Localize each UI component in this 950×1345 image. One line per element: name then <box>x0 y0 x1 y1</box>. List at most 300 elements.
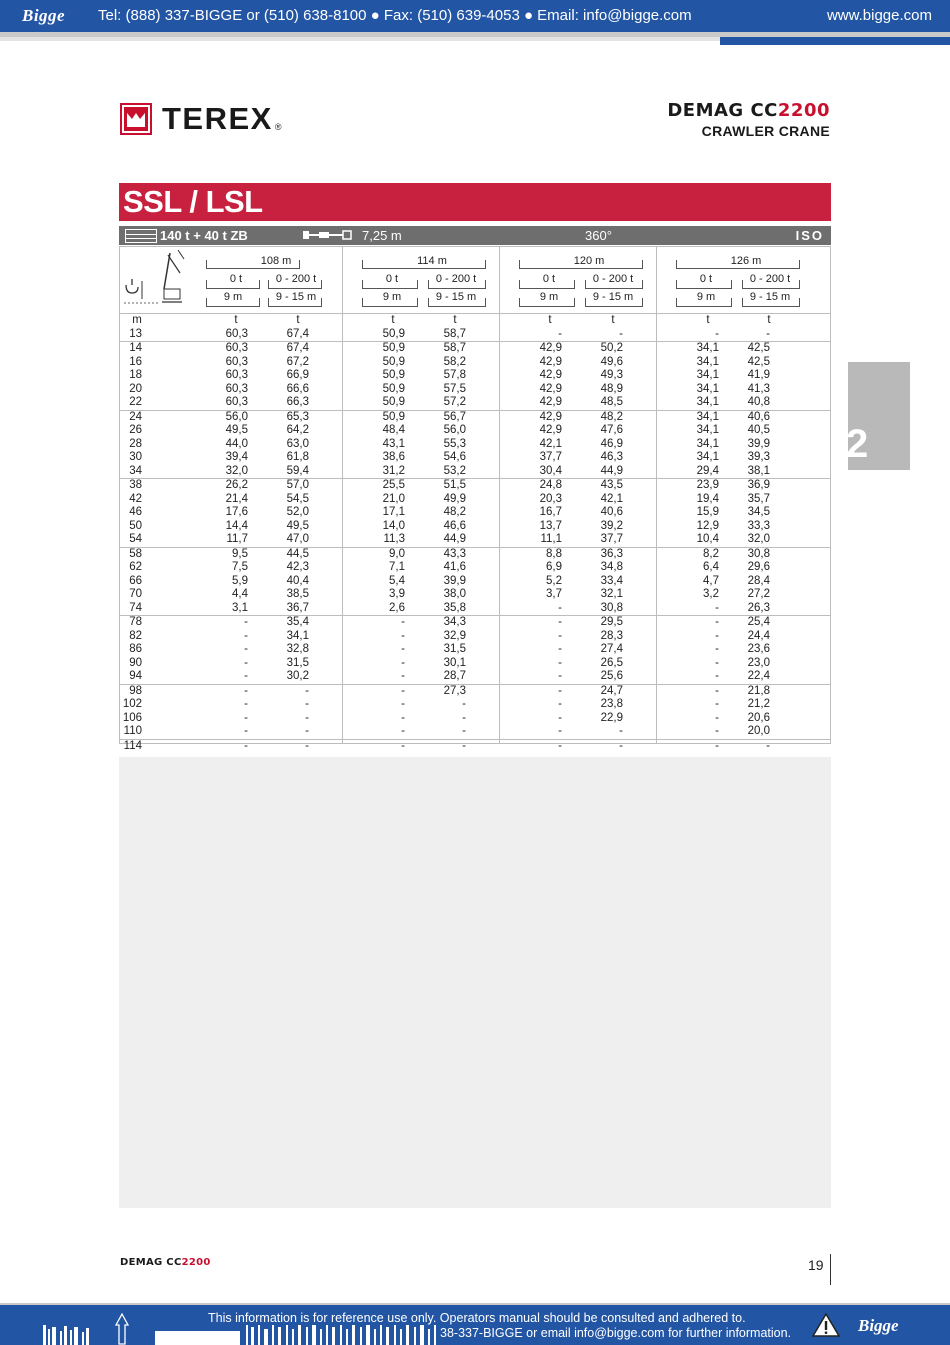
jib-length-label: 9 m <box>382 291 402 303</box>
top-stripe-blue <box>720 37 950 45</box>
load-cell: 49,3 <box>600 369 623 381</box>
load-cell: 38,6 <box>382 451 405 463</box>
table-row <box>120 698 830 712</box>
load-cell: 42,9 <box>539 410 562 423</box>
jib-bracket <box>268 298 322 307</box>
load-cell: 42,5 <box>747 342 770 354</box>
load-cell: 28,7 <box>443 670 466 682</box>
load-cell: 32,8 <box>286 643 309 655</box>
load-cell: - <box>401 656 405 669</box>
load-cell: 67,2 <box>286 355 309 368</box>
load-cell: 56,7 <box>443 410 466 423</box>
contact-info: Tel: (888) 337-BIGGE or (510) 638-8100 ● Fax: (510) 639-4053 ● Email: info@bigge.com <box>98 7 692 24</box>
load-cell: - <box>619 327 623 340</box>
section-title: SSL / LSL <box>123 184 263 219</box>
standard-label: ISO <box>795 228 824 243</box>
table-row <box>120 575 830 589</box>
load-cell: 6,4 <box>703 561 719 573</box>
radius-cell: 24 <box>129 410 142 423</box>
table-row <box>120 685 830 699</box>
load-cell: 39,3 <box>747 451 770 463</box>
bottom-stripe <box>0 1303 950 1305</box>
warning-icon <box>812 1313 840 1337</box>
load-cell: - <box>715 725 719 737</box>
boom-group-2 <box>362 255 502 315</box>
load-cell: 34,8 <box>600 561 623 573</box>
load-cell: 30,8 <box>600 601 623 614</box>
table-row <box>120 493 830 507</box>
arrow-up-icon <box>115 1313 129 1345</box>
load-cell: 65,3 <box>286 410 309 423</box>
load-cell: 55,3 <box>443 437 466 450</box>
unit-load: t <box>611 314 615 326</box>
load-cell: - <box>462 698 466 710</box>
load-cell: 31,5 <box>443 643 466 655</box>
load-cell: 23,0 <box>747 656 770 669</box>
load-cell: - <box>462 739 466 752</box>
radius-cell: 66 <box>129 574 142 587</box>
load-cell: 20,0 <box>747 725 770 737</box>
load-cell: 8,8 <box>546 547 562 560</box>
load-cell: 50,9 <box>382 327 405 340</box>
boom-bracket <box>676 260 800 269</box>
load-cell: 49,5 <box>286 519 309 532</box>
radius-cell: 62 <box>129 561 142 573</box>
load-cell: 40,8 <box>747 396 770 408</box>
load-cell: 9,0 <box>389 547 405 560</box>
table-row <box>120 548 830 562</box>
load-cell: 28,4 <box>747 574 770 587</box>
table-body <box>120 314 830 753</box>
unit-load: t <box>391 314 395 326</box>
load-cell: 32,0 <box>225 464 248 477</box>
radius-cell: 28 <box>129 437 142 450</box>
load-cell: 24,4 <box>747 629 770 642</box>
counterweight-value: 140 t + 40 t ZB <box>160 228 248 243</box>
boom-jib-diagram-icon <box>120 247 188 313</box>
terex-logo <box>120 103 282 135</box>
jib-length-label: 9 m <box>539 291 559 303</box>
radius-cell: 98 <box>129 684 142 697</box>
load-cell: - <box>558 327 562 340</box>
load-cell: 31,2 <box>382 464 405 477</box>
radius-cell: 114 <box>123 739 142 752</box>
load-cell: 24,7 <box>600 684 623 697</box>
top-contact-bar <box>0 0 950 32</box>
load-cell: 14,4 <box>225 519 248 532</box>
table-row <box>120 396 830 411</box>
load-cell: - <box>305 711 309 724</box>
load-cell: 21,4 <box>225 492 248 505</box>
demag-model-title <box>667 100 830 121</box>
load-cell: 34,5 <box>747 506 770 518</box>
jib-bracket <box>428 298 486 307</box>
terex-crown-icon <box>120 103 152 135</box>
load-cell: - <box>244 616 248 628</box>
load-cell: 24,8 <box>539 479 562 491</box>
load-cell: 44,5 <box>286 547 309 560</box>
load-cell: 5,9 <box>232 574 248 587</box>
load-cell: 34,3 <box>443 616 466 628</box>
radius-cell: 74 <box>129 601 142 614</box>
load-cell: - <box>244 684 248 697</box>
radius-cell: 86 <box>129 643 142 655</box>
load-cell: 42,9 <box>539 369 562 381</box>
load-cell: 34,1 <box>696 355 719 368</box>
load-cell: 42,5 <box>747 355 770 368</box>
jib-load-label: 0 t <box>542 273 556 285</box>
load-cell: 50,9 <box>382 382 405 395</box>
terex-wordmark: TEREX <box>162 101 273 136</box>
load-cell: 27,4 <box>600 643 623 655</box>
load-cell: 28,3 <box>600 629 623 642</box>
barcode-graphic <box>40 1323 440 1345</box>
configuration-bar <box>119 226 831 245</box>
load-cell: 57,2 <box>443 396 466 408</box>
table-row <box>120 602 830 617</box>
load-cell: 16,7 <box>539 506 562 518</box>
load-cell: - <box>305 684 309 697</box>
load-cell: 42,9 <box>539 342 562 354</box>
load-cell: - <box>558 616 562 628</box>
load-cell: 11,3 <box>383 533 405 545</box>
jib-load-label: 0 t <box>699 273 713 285</box>
load-cell: 54,5 <box>286 492 309 505</box>
website-link[interactable]: www.bigge.com <box>826 7 932 24</box>
table-row <box>120 506 830 520</box>
load-cell: 57,0 <box>286 479 309 491</box>
load-cell: - <box>305 698 309 710</box>
table-row <box>120 383 830 397</box>
load-cell: 36,7 <box>286 601 309 614</box>
load-cell: 17,6 <box>225 506 248 518</box>
radius-cell: 14 <box>129 342 142 354</box>
load-cell: 25,5 <box>382 479 405 491</box>
footer-demag-logo <box>120 1257 211 1268</box>
load-cell: 42,3 <box>286 561 309 573</box>
load-cell: 52,0 <box>286 506 309 518</box>
top-stripe-light <box>0 37 720 41</box>
load-cell: 2,6 <box>389 601 405 614</box>
demag-logo <box>667 100 830 139</box>
load-cell: 34,1 <box>696 382 719 395</box>
load-cell: 5,4 <box>389 574 405 587</box>
boom-group-4 <box>676 255 816 315</box>
load-cell: 40,4 <box>286 574 309 587</box>
load-cell: 63,0 <box>286 437 309 450</box>
load-bracket <box>676 280 732 289</box>
load-cell: 32,0 <box>747 533 770 545</box>
load-cell: - <box>401 616 405 628</box>
load-cell: 46,9 <box>600 437 623 450</box>
load-cell: 30,8 <box>747 547 770 560</box>
load-cell: - <box>715 698 719 710</box>
load-cell: 49,6 <box>600 355 623 368</box>
radius-cell: 30 <box>129 451 142 463</box>
load-cell: - <box>558 629 562 642</box>
load-cell: 61,8 <box>286 451 309 463</box>
load-cell: - <box>462 725 466 737</box>
load-cell: 37,7 <box>600 533 623 545</box>
jib-bracket <box>676 298 732 307</box>
load-cell: - <box>401 698 405 710</box>
load-cell: - <box>715 711 719 724</box>
boom-length: 108 m <box>260 255 292 267</box>
table-row <box>120 740 830 754</box>
jib-load-label: 0 - 200 t <box>275 273 317 285</box>
load-cell: 22,9 <box>600 711 623 724</box>
load-cell: 64,2 <box>286 424 309 436</box>
load-cell: 36,3 <box>600 547 623 560</box>
load-cell: 23,8 <box>600 698 623 710</box>
load-cell: 3,1 <box>232 601 248 614</box>
table-row <box>120 520 830 534</box>
load-cell: 48,4 <box>382 424 405 436</box>
load-cell: 42,9 <box>539 424 562 436</box>
load-cell: - <box>715 670 719 682</box>
table-row <box>120 438 830 452</box>
load-cell: - <box>401 629 405 642</box>
load-cell: 37,7 <box>539 451 562 463</box>
bigge-logo: Bigge <box>22 6 66 25</box>
page-number: 19 <box>808 1257 824 1273</box>
page-number-rule <box>830 1254 831 1285</box>
load-cell: 44,9 <box>443 533 466 545</box>
load-cell: - <box>766 739 770 752</box>
jib-length-label: 9 m <box>696 291 716 303</box>
footer-demag-prefix: DEMAG CC <box>120 1257 182 1268</box>
load-cell: - <box>244 643 248 655</box>
load-cell: 42,9 <box>539 396 562 408</box>
counterweight-icon <box>125 229 157 243</box>
radius-cell: 94 <box>129 670 142 682</box>
load-cell: 11,1 <box>540 533 562 545</box>
load-cell: 46,3 <box>600 451 623 463</box>
load-cell: 54,6 <box>443 451 466 463</box>
load-bracket <box>362 280 418 289</box>
load-cell: 34,1 <box>696 342 719 354</box>
table-row <box>120 411 830 425</box>
load-cell: 44,9 <box>600 464 623 477</box>
demag-subtitle: CRAWLER CRANE <box>701 123 830 139</box>
load-bracket <box>519 280 575 289</box>
table-row <box>120 616 830 630</box>
load-cell: 50,9 <box>382 396 405 408</box>
load-cell: 57,5 <box>443 382 466 395</box>
load-cell: - <box>558 711 562 724</box>
jib-length-label: 9 - 15 m <box>592 291 634 303</box>
load-cell: 43,5 <box>600 479 623 491</box>
radius-cell: 110 <box>123 725 142 737</box>
load-cell: 42,9 <box>539 355 562 368</box>
load-cell: 29,4 <box>696 464 719 477</box>
load-cell: - <box>558 670 562 682</box>
load-cell: 50,2 <box>600 342 623 354</box>
load-cell: 13,7 <box>539 519 562 532</box>
load-cell: 58,7 <box>443 342 466 354</box>
load-cell: 67,4 <box>286 342 309 354</box>
table-row <box>120 670 830 685</box>
table-row <box>120 479 830 493</box>
table-row <box>120 630 830 644</box>
load-cell: - <box>715 616 719 628</box>
table-row <box>120 451 830 465</box>
jib-length-label: 9 - 15 m <box>275 291 317 303</box>
load-cell: - <box>558 656 562 669</box>
radius-cell: 54 <box>129 533 142 545</box>
load-cell: 39,4 <box>225 451 248 463</box>
load-cell: 50,9 <box>382 410 405 423</box>
load-cell: 35,4 <box>286 616 309 628</box>
load-cell: 46,6 <box>443 519 466 532</box>
load-cell: - <box>558 601 562 614</box>
load-cell: 39,9 <box>443 574 466 587</box>
jib-bracket <box>585 298 643 307</box>
table-row <box>120 369 830 383</box>
load-cell: 43,1 <box>382 437 405 450</box>
table-row <box>120 657 830 671</box>
disclaimer-line-2: 38-337-BIGGE or email info@bigge.com for further information. <box>440 1326 792 1340</box>
jib-load-label: 0 - 200 t <box>592 273 634 285</box>
load-cell: 33,3 <box>747 519 770 532</box>
load-cell: - <box>715 739 719 752</box>
radius-cell: 38 <box>129 479 142 491</box>
load-cell: 8,2 <box>703 547 719 560</box>
radius-cell: 13 <box>129 327 142 340</box>
radius-cell: 46 <box>129 506 142 518</box>
load-cell: 44,0 <box>225 437 248 450</box>
load-cell: 21,2 <box>747 698 770 710</box>
unit-load: t <box>234 314 238 326</box>
unit-load: t <box>453 314 457 326</box>
load-cell: - <box>715 656 719 669</box>
load-cell: 29,5 <box>600 616 623 628</box>
load-cell: 41,6 <box>443 561 466 573</box>
table-row <box>120 643 830 657</box>
load-cell: 26,2 <box>225 479 248 491</box>
load-cell: 34,1 <box>696 396 719 408</box>
boom-length: 120 m <box>573 255 605 267</box>
load-cell: 40,6 <box>747 410 770 423</box>
radius-cell: 18 <box>129 369 142 381</box>
chapter-number: 2 <box>846 422 869 466</box>
load-cell: 22,4 <box>747 670 770 682</box>
jib-bracket <box>362 298 418 307</box>
section-title-bar <box>119 183 831 221</box>
chapter-tab <box>848 362 910 470</box>
load-cell: 40,6 <box>600 506 623 518</box>
table-row <box>120 561 830 575</box>
radius-cell: 20 <box>129 382 142 395</box>
load-cell: 3,7 <box>546 588 562 600</box>
load-cell: 51,5 <box>443 479 466 491</box>
load-cell: 4,7 <box>703 574 719 587</box>
load-cell: 5,2 <box>546 574 562 587</box>
load-cell: 35,7 <box>747 492 770 505</box>
boom-length: 126 m <box>730 255 762 267</box>
load-cell: 23,9 <box>696 479 719 491</box>
load-cell: 58,7 <box>443 327 466 340</box>
load-cell: - <box>401 670 405 682</box>
boom-length: 114 m <box>417 255 447 267</box>
load-cell: 34,1 <box>696 451 719 463</box>
boom-group-1 <box>206 255 346 315</box>
load-cell: 21,0 <box>382 492 405 505</box>
load-cell: 32,9 <box>443 629 466 642</box>
radius-cell: 70 <box>129 588 142 600</box>
load-cell: 19,4 <box>696 492 719 505</box>
load-cell: - <box>401 711 405 724</box>
table-row <box>120 588 830 602</box>
load-cell: 27,3 <box>443 684 466 697</box>
jib-load-label: 0 - 200 t <box>749 273 791 285</box>
table-row <box>120 725 830 740</box>
radius-cell: 58 <box>129 547 142 560</box>
load-cell: 20,6 <box>747 711 770 724</box>
boom-group-3 <box>519 255 659 315</box>
load-cell: 3,9 <box>389 588 405 600</box>
load-cell: - <box>715 601 719 614</box>
load-cell: 50,9 <box>382 369 405 381</box>
load-cell: 57,8 <box>443 369 466 381</box>
load-cell: 56,0 <box>225 410 248 423</box>
table-row <box>120 424 830 438</box>
load-cell: - <box>244 629 248 642</box>
jib-load-label: 0 - 200 t <box>435 273 477 285</box>
load-cell: - <box>244 670 248 682</box>
load-cell: 42,1 <box>600 492 623 505</box>
radius-cell: 78 <box>129 616 142 628</box>
unit-radius: m <box>132 314 142 326</box>
load-cell: 26,5 <box>600 656 623 669</box>
radius-cell: 106 <box>122 711 142 724</box>
load-cell: - <box>715 327 719 340</box>
load-cell: 66,9 <box>286 369 309 381</box>
load-cell: 34,1 <box>286 629 309 642</box>
load-cell: 30,1 <box>443 656 466 669</box>
load-cell: 60,3 <box>225 327 248 340</box>
load-cell: 34,1 <box>696 424 719 436</box>
demag-model-number: 2200 <box>777 100 830 121</box>
boom-bracket <box>362 260 486 269</box>
load-chart-table <box>119 246 831 752</box>
load-cell: 49,9 <box>443 492 466 505</box>
radius-cell: 102 <box>122 698 142 710</box>
load-cell: - <box>305 739 309 752</box>
load-cell: - <box>401 725 405 737</box>
load-cell: 38,1 <box>747 464 770 477</box>
table-row <box>120 328 830 343</box>
load-cell: 50,9 <box>382 355 405 368</box>
jib-length-label: 9 m <box>223 291 243 303</box>
boom-bracket <box>519 260 643 269</box>
demag-prefix: DEMAG CC <box>667 100 778 121</box>
load-cell: 43,3 <box>443 547 466 560</box>
jib-length-label: 9 - 15 m <box>435 291 477 303</box>
load-cell: 60,3 <box>225 369 248 381</box>
load-cell: 23,6 <box>747 643 770 655</box>
load-cell: 15,9 <box>696 506 719 518</box>
table-header <box>120 247 830 313</box>
load-cell: - <box>462 711 466 724</box>
load-cell: - <box>766 327 770 340</box>
load-cell: - <box>244 698 248 710</box>
load-cell: 11,7 <box>226 533 248 545</box>
load-cell: - <box>558 643 562 655</box>
load-cell: 39,9 <box>747 437 770 450</box>
load-cell: 48,2 <box>600 410 623 423</box>
load-cell: - <box>619 739 623 752</box>
